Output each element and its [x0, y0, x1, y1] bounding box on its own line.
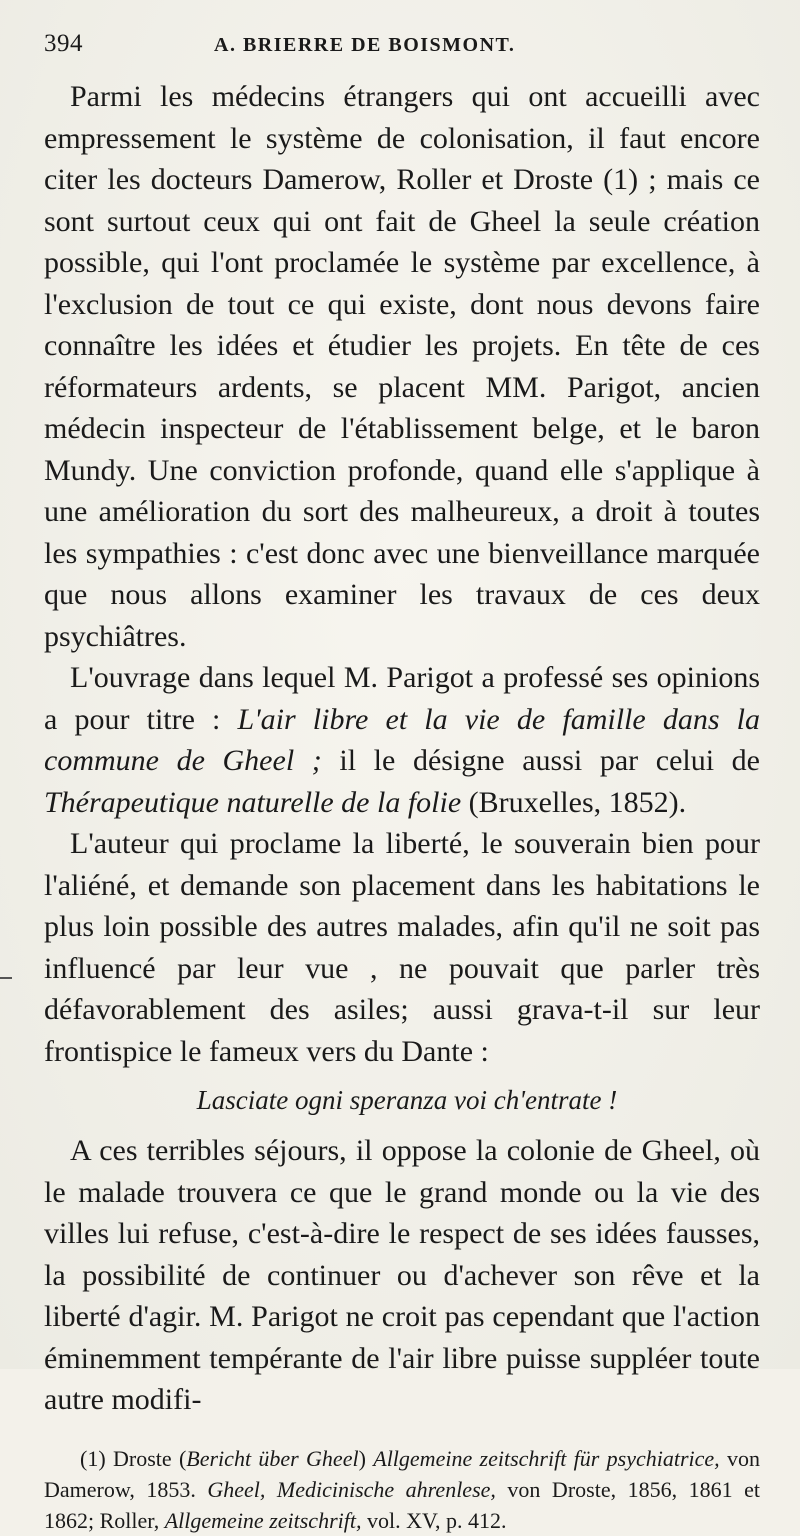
main-text [44, 76, 760, 1421]
footnote-1 [44, 1443, 760, 1536]
running-head: A. BRIERRE DE BOISMONT. [214, 34, 516, 56]
paragraph-2-text-a: L'ouvrage dans lequel M. Parigot a professé ses opinions a pour titre : [44, 661, 760, 736]
footnote-italic-h: Allgemeine zeitschrift, [164, 1507, 362, 1533]
paragraph-1: Parmi les médecins étrangers qui ont accueilli avec empressement le système de colonisation, il faut encore citer les docteurs Damerow, Roller et Droste (1) ; mais ce sont surtout ceux qui ont fait de Gheel la seule création possible, qui l'ont proclamée le système par excellence, à l'exclusion de tout ce qui existe, dont nous devons faire connaître les idées et étudier les projets. En tête de ces réformateurs ardents, se placent MM. Parigot, ancien médecin inspecteur de l'établissement belge, et le baron Mundy. Une conviction profonde, quand elle s'applique à une amélioration du sort des malheureux, a droit à toutes les sympathies : c'est donc avec une bienveillance marquée que nous allons examiner les travaux de ces deux psychiâtres. [44, 80, 760, 653]
paragraph-2-text-e: (Bruxelles, 1852). [461, 785, 687, 819]
book-title-italic: L'air libre et la vie de famille dans la commune de Gheel ; [44, 702, 760, 777]
paragraph-3: L'auteur qui proclame la liberté, le souverain bien pour l'aliéné, et demande son placement dans les habitations le plus loin possible des autres malades, afin qu'il ne soit pas influencé par leur vue , ne pouvait que parler très défavorablement des asiles; aussi grava-t-il sur leur frontispice le fameux vers du Dante : [44, 827, 760, 1068]
footnote-italic-b: Bericht über Gheel [186, 1445, 359, 1471]
paragraph-2 [44, 657, 760, 823]
dante-quote: Lasciate ogni speranza voi ch'entrate ! [196, 1085, 618, 1115]
footnote-text-g: von Droste, 1856, 1861 et 1862; Roller, [44, 1476, 760, 1533]
page-number: 394 [44, 30, 83, 57]
footnote-italic-d: Allgemeine zeitschrift für psychiatrice, [373, 1445, 720, 1471]
footnote-italic-f: Gheel, Medicinische ahrenlese, [207, 1476, 496, 1502]
margin-mark [0, 977, 12, 979]
footnote [44, 1443, 760, 1536]
footnote-text-c: ) [358, 1445, 374, 1471]
book-subtitle-italic: Thérapeutique naturelle de la folie [44, 785, 462, 819]
footnote-text-i: vol. XV, p. 412. [361, 1507, 507, 1533]
footnote-text-a: (1) Droste ( [80, 1445, 187, 1471]
footnote-text-e: von Damerow, 1853. [44, 1445, 761, 1502]
paragraph-2-text-c: il le désigne aussi par celui de [321, 744, 760, 777]
paragraph-4: A ces terribles séjours, il oppose la colonie de Gheel, où le malade trouvera ce que le grand monde ou la vie des villes lui refuse, c'est-à-dire le respect de ses idées fausses, la possibilité de continuer ou d'achever son rêve et la liberté d'agir. M. Parigot ne croit pas cependant que l'action éminemment tempérante de l'air libre puisse suppléer toute autre modifi- [44, 1134, 760, 1416]
page-header [44, 30, 760, 76]
